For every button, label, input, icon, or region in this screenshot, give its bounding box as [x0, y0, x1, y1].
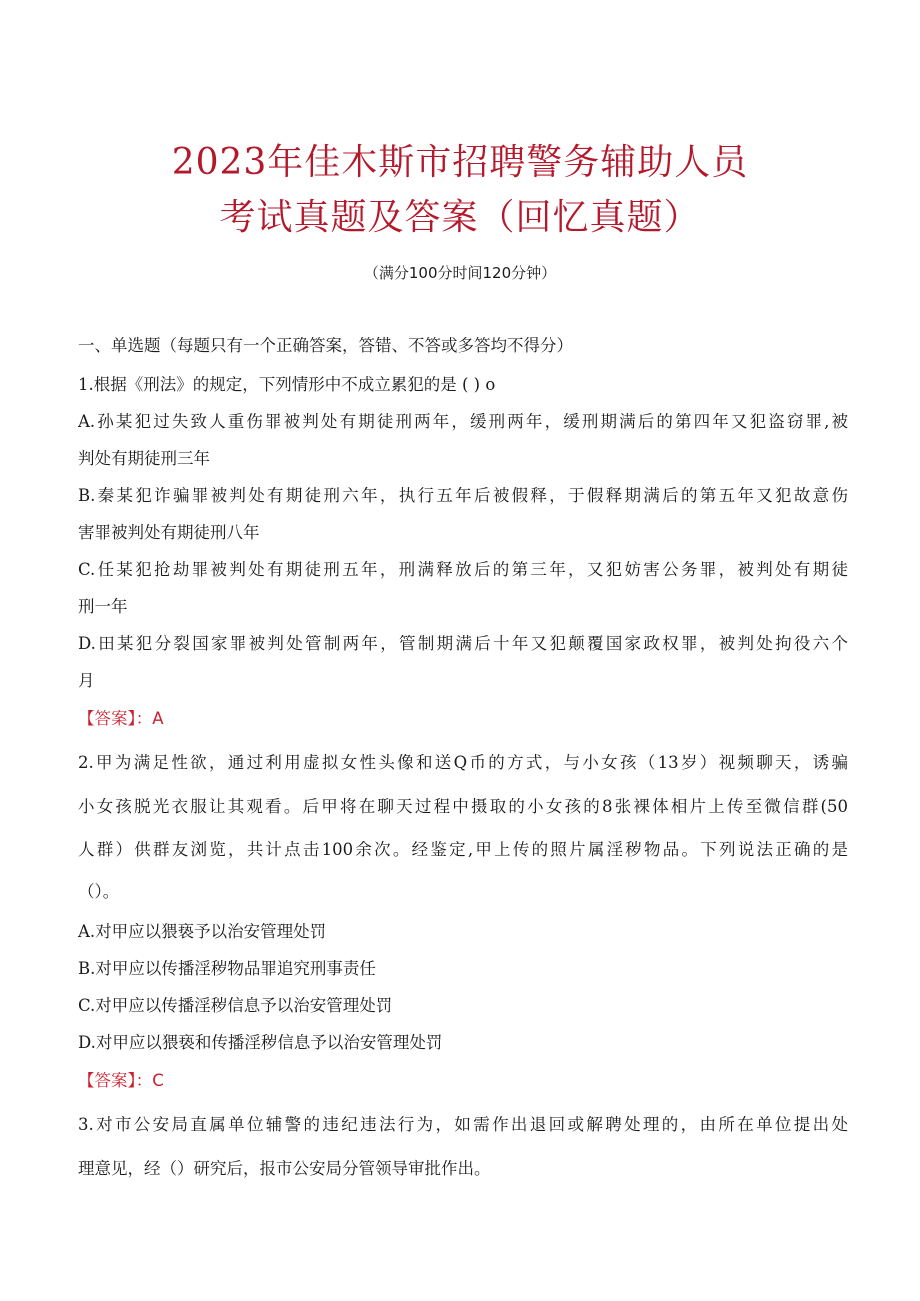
- question-2-option-c: C.对甲应以传播淫秽信息予以治安管理处罚: [78, 996, 393, 1015]
- question-2-option-a: A.对甲应以猥亵予以治安管理处罚: [78, 922, 327, 941]
- question-1-option-c-line-2: 刑一年: [78, 597, 128, 616]
- question-2-answer: [78, 1070, 848, 1092]
- exam-info: （满分100分时间120分钟）: [363, 264, 557, 282]
- question-1-option-d-line-2: 月: [78, 671, 95, 690]
- question-2-option-b: B.对甲应以传播淫秽物品罪追究刑事责任: [78, 959, 376, 978]
- question-1-option-a-line-1: A.孙某犯过失致人重伤罪被判处有期徒刑两年，缓刑两年，缓刑期满后的第四年又犯盗窃罪,被: [78, 412, 848, 431]
- question-2-stem-line-4: （）。: [78, 882, 120, 901]
- section-heading: 一、单选题（每题只有一个正确答案，答错、不答或多答均不得分）: [78, 336, 573, 355]
- question-1-stem: 1.根据《刑法》的规定，下列情形中不成立累犯的是 ( ) o: [78, 375, 496, 394]
- answer-value: A: [152, 709, 164, 728]
- answer-label: 【答案】：: [78, 1071, 153, 1090]
- question-2-option-d: D.对甲应以猥亵和传播淫秽信息予以治安管理处罚: [78, 1033, 443, 1052]
- question-1-option-d-line-1: D.田某犯分裂国家罪被判处管制两年，管制期满后十年又犯颠覆国家政权罪，被判处拘役六个: [78, 634, 848, 653]
- question-3-stem-line-2: 理意见，经（）研究后，报市公安局分管领导审批作出。: [78, 1159, 491, 1178]
- question-3-stem-line-1: 3.对市公安局直属单位辅警的违纪违法行为，如需作出退回或解聘处理的，由所在单位提出处: [78, 1115, 848, 1134]
- question-2-stem-line-3: 人群）供群友浏览，共计点击100余次。经鉴定,甲上传的照片属淫秽物品。下列说法正确的是: [78, 840, 848, 859]
- document-title-line-1: 2023年佳木斯市招聘警务辅助人员: [171, 142, 749, 183]
- answer-label: 【答案】：: [78, 709, 153, 728]
- question-1-option-c-line-1: C.任某犯抢劫罪被判处有期徒刑五年，刑满释放后的第三年，又犯妨害公务罪，被判处有期徒: [78, 560, 848, 579]
- document-title-line-2: 考试真题及答案（回忆真题）: [219, 197, 701, 238]
- question-1-option-b-line-2: 害罪被判处有期徒刑八年: [78, 523, 260, 542]
- question-1-answer: [78, 708, 848, 730]
- question-2-stem-line-2: 小女孩脱光衣服让其观看。后甲将在聊天过程中摄取的小女孩的8张裸体相片上传至微信群(50: [78, 797, 848, 816]
- question-1-option-b-line-1: B.秦某犯诈骗罪被判处有期徒刑六年，执行五年后被假释，于假释期满后的第五年又犯故意伤: [78, 486, 848, 505]
- question-2-stem-line-1: 2.甲为满足性欲，通过利用虚拟女性头像和送Q币的方式，与小女孩（13岁）视频聊天，诱骗: [78, 753, 848, 772]
- answer-value: C: [152, 1071, 164, 1090]
- question-1-option-a-line-2: 判处有期徒刑三年: [78, 449, 210, 468]
